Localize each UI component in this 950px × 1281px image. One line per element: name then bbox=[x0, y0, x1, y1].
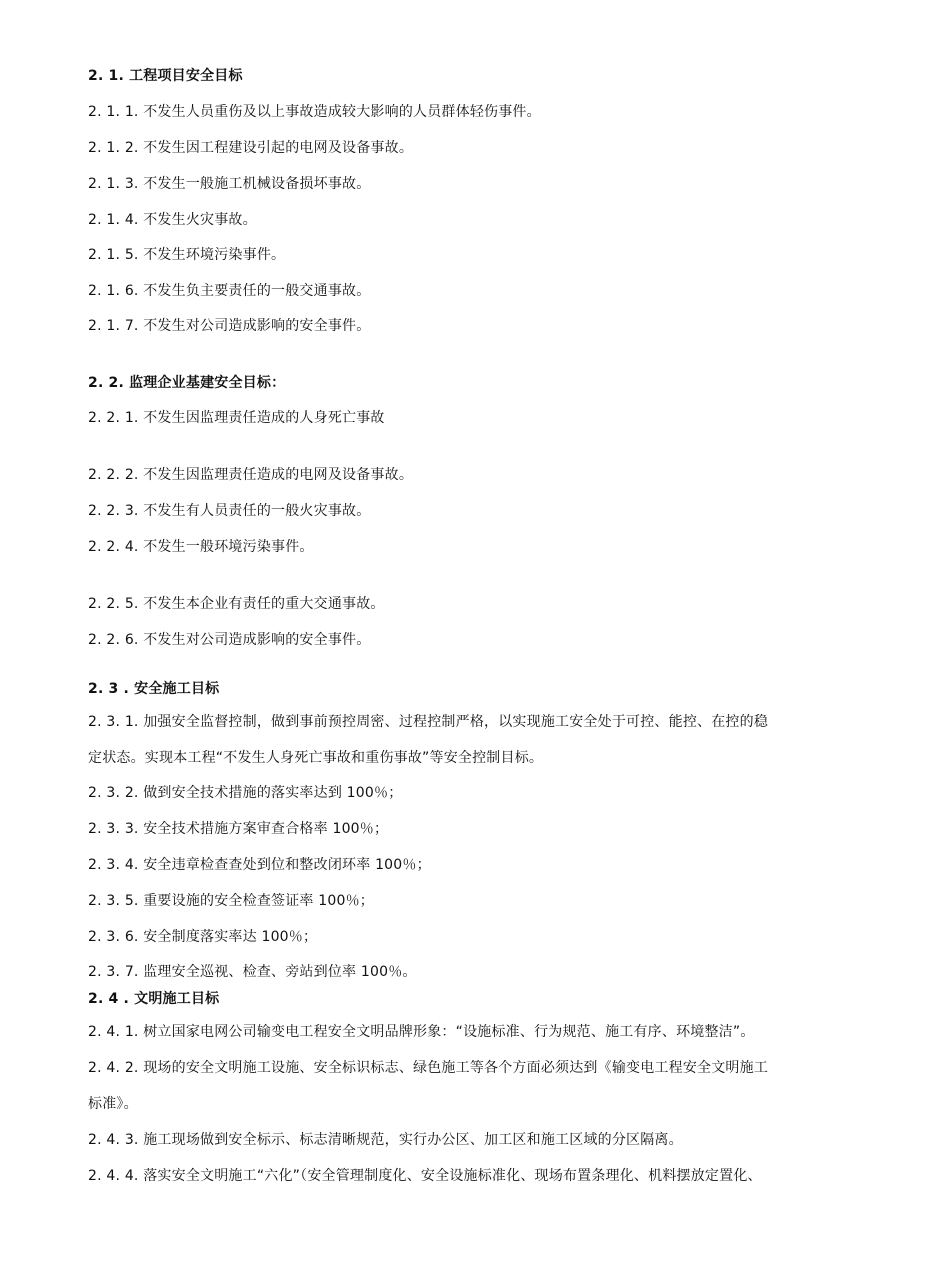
list-item: 2. 2. 3. 不发生有人员责任的一般火灾事故。 bbox=[88, 503, 371, 519]
section-heading-2-3: 2. 3 . 安全施工目标 bbox=[88, 681, 220, 697]
list-item: 2. 1. 7. 不发生对公司造成影响的安全事件。 bbox=[88, 318, 371, 334]
list-item: 2. 4. 1. 树立国家电网公司输变电工程安全文明品牌形象：“设施标准、行为规范、施工有序、环境整洁”。 bbox=[88, 1024, 755, 1040]
list-item: 2. 1. 4. 不发生火灾事故。 bbox=[88, 212, 257, 228]
list-item: 2. 1. 5. 不发生环境污染事件。 bbox=[88, 247, 286, 263]
list-item: 2. 2. 6. 不发生对公司造成影响的安全事件。 bbox=[88, 632, 371, 648]
list-item: 2. 2. 1. 不发生因监理责任造成的人身死亡事故 bbox=[88, 410, 385, 426]
list-item: 2. 1. 3. 不发生一般施工机械设备损坏事故。 bbox=[88, 176, 371, 192]
section-heading-2-4: 2. 4 . 文明施工目标 bbox=[88, 991, 220, 1007]
list-item: 2. 1. 1. 不发生人员重伤及以上事故造成较大影响的人员群体轻伤事件。 bbox=[88, 104, 541, 120]
list-item: 2. 3. 7. 监理安全巡视、检查、旁站到位率 100％。 bbox=[88, 964, 417, 980]
list-item: 2. 4. 2. 现场的安全文明施工设施、安全标识标志、绿色施工等各个方面必须达到《输变电工程安全文明施工 bbox=[88, 1060, 769, 1076]
list-item: 2. 4. 4. 落实安全文明施工“六化”（安全管理制度化、安全设施标准化、现场布置条理化、机料摆放定置化、 bbox=[88, 1168, 762, 1184]
list-item: 2. 3. 1. 加强安全监督控制，做到事前预控周密、过程控制严格，以实现施工安全处于可控、能控、在控的稳 bbox=[88, 714, 769, 730]
list-item-continuation: 定状态。实现本工程“不发生人身死亡事故和重伤事故”等安全控制目标。 bbox=[88, 750, 544, 766]
list-item: 2. 2. 2. 不发生因监理责任造成的电网及设备事故。 bbox=[88, 467, 414, 483]
list-item: 2. 3. 5. 重要设施的安全检查签证率 100％； bbox=[88, 893, 374, 909]
list-item: 2. 2. 5. 不发生本企业有责任的重大交通事故。 bbox=[88, 596, 385, 612]
list-item: 2. 3. 6. 安全制度落实率达 100％； bbox=[88, 929, 318, 945]
list-item: 2. 1. 6. 不发生负主要责任的一般交通事故。 bbox=[88, 283, 371, 299]
list-item: 2. 4. 3. 施工现场做到安全标示、标志清晰规范，实行办公区、加工区和施工区域的分区隔离。 bbox=[88, 1132, 683, 1148]
section-heading-2-1: 2. 1. 工程项目安全目标 bbox=[88, 68, 243, 84]
list-item-continuation: 标准》。 bbox=[88, 1096, 138, 1112]
list-item: 2. 2. 4. 不发生一般环境污染事件。 bbox=[88, 539, 314, 555]
list-item: 2. 1. 2. 不发生因工程建设引起的电网及设备事故。 bbox=[88, 140, 414, 156]
list-item: 2. 3. 2. 做到安全技术措施的落实率达到 100％； bbox=[88, 785, 403, 801]
list-item: 2. 3. 3. 安全技术措施方案审查合格率 100％； bbox=[88, 821, 389, 837]
section-heading-2-2: 2. 2. 监理企业基建安全目标： bbox=[88, 375, 286, 391]
list-item: 2. 3. 4. 安全违章检查查处到位和整改闭环率 100％； bbox=[88, 857, 431, 873]
